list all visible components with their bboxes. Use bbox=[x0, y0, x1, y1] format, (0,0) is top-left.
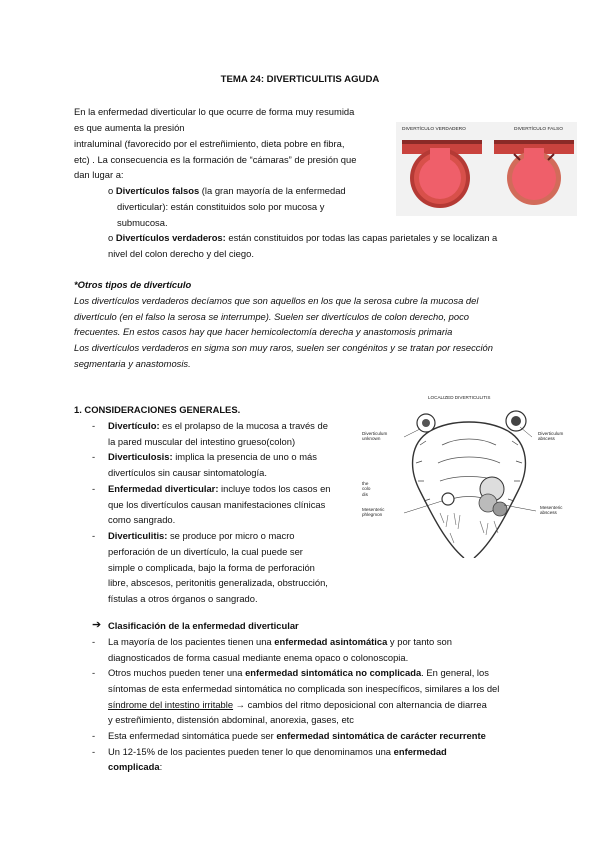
dash-marker: - bbox=[92, 420, 96, 431]
otros-heading: *Otros tipos de divertículo bbox=[74, 279, 192, 290]
dash-marker: - bbox=[92, 667, 96, 678]
term-verdaderos: Divertículos verdaderos: bbox=[115, 232, 226, 243]
fig2-label-line: Mesenteric bbox=[362, 507, 385, 512]
figure-label-true: DIVERTÍCULO VERDADERO bbox=[402, 127, 466, 132]
otros-line-4: Los divertículos verdaderos en sigma son muy raros, suelen ser congénitos y se tratan por resección bbox=[74, 342, 493, 353]
def-diverticulosis bbox=[92, 449, 352, 465]
dash-marker: - bbox=[92, 451, 96, 462]
diverticulum-figure bbox=[396, 122, 577, 216]
fig2-label-line: abscess bbox=[540, 510, 557, 516]
otros-line-5: segmentaria y anastomosis. bbox=[74, 358, 191, 369]
def-diverticulosis-line-2: divertículos sin causar sintomatología. bbox=[108, 467, 267, 478]
def-diverticulitis-text: se produce por micro o macro bbox=[167, 530, 295, 541]
fig2-label-phlegmon bbox=[362, 507, 384, 518]
dash-marker: - bbox=[92, 636, 96, 647]
clas-item-4-colon: : bbox=[159, 761, 163, 772]
def-diverticulitis-line-2: perforación de un divertículo, la cual puede ser bbox=[108, 546, 303, 557]
def-enfermedad bbox=[92, 481, 352, 497]
diverticulum-illustration bbox=[396, 122, 577, 216]
fig2-label-line: the bbox=[362, 481, 369, 486]
clas-item-2-line-3-text: → cambios del ritmo deposicional con alternancia de diarrea bbox=[233, 699, 487, 710]
section-heading: 1. CONSIDERACIONES GENERALES. bbox=[74, 404, 241, 415]
bullet-marker: o bbox=[108, 232, 114, 243]
bullet-verdaderos bbox=[108, 230, 497, 246]
clas-item-1-text-end: y por tanto son bbox=[387, 636, 452, 647]
term-no-complicada: enfermedad sintomática no complicada bbox=[245, 667, 422, 678]
fig2-label-line: dis bbox=[362, 491, 368, 497]
clas-item-4-text: Un 12-15% de los pacientes pueden tener lo que denominamos una bbox=[108, 746, 394, 757]
def-diverticulosis-text: implica la presencia de uno o más bbox=[172, 451, 317, 462]
fig2-label-abscess bbox=[538, 431, 563, 442]
clas-item-1 bbox=[92, 634, 512, 650]
bullet-falsos-line-3: submucosa. bbox=[117, 217, 168, 228]
term-diverticulosis: Diverticulosis: bbox=[108, 451, 173, 462]
intro-line-5: dan lugar a: bbox=[74, 169, 124, 180]
clas-item-2 bbox=[92, 665, 512, 681]
link-intestino-irritable[interactable]: síndrome del intestino irritable bbox=[108, 699, 234, 710]
dash-marker: - bbox=[92, 483, 96, 494]
arrow-icon: ➔ bbox=[92, 619, 102, 631]
term-enfermedad-complicada: enfermedad bbox=[393, 746, 447, 757]
def-enfermedad-text: incluye todos los casos en bbox=[218, 483, 331, 494]
clas-item-3-text: Esta enfermedad sintomática puede ser bbox=[108, 730, 277, 741]
dash-marker: - bbox=[92, 746, 96, 757]
term-complicada: complicada bbox=[108, 761, 160, 772]
fig2-label-line: Diverticulum bbox=[538, 431, 564, 436]
term-falsos: Divertículos falsos bbox=[115, 185, 200, 196]
fig2-label-line: abscess bbox=[538, 436, 555, 442]
otros-line-1: Los divertículos verdaderos decíamos que son aquellos en los que la serosa cubre la mucosa del bbox=[74, 295, 479, 306]
intro-line-1: En la enfermedad diverticular lo que ocurre de forma muy resumida bbox=[74, 106, 355, 117]
otros-line-3: frecuentes. En estos casos hay que hacer hemicolectomía derecha y anastomosis primaria bbox=[74, 326, 453, 337]
def-enfermedad-line-3: como sangrado. bbox=[108, 514, 176, 525]
clas-item-2-text-end: . En general, los bbox=[421, 667, 489, 678]
fig2-title: LOCALIZED DIVERTICULITIS bbox=[428, 395, 491, 400]
bullet-verdaderos-text: están constituidos por todas las capas parietales y se localizan a bbox=[225, 232, 498, 243]
dash-marker: - bbox=[92, 730, 96, 741]
clasificacion-heading bbox=[92, 618, 392, 634]
def-enfermedad-line-2: que los divertículos causan manifestaciones clínicas bbox=[108, 499, 326, 510]
bullet-verdaderos-line-2: nivel del colon derecho y del ciego. bbox=[108, 248, 254, 259]
clas-item-2-text: Otros muchos pueden tener una bbox=[108, 667, 246, 678]
def-diverticulo-line-2: la pared muscular del intestino grueso(colon) bbox=[108, 436, 296, 447]
fig2-label-line: Mesenteric bbox=[540, 505, 563, 510]
intro-line-3: intraluminal (favorecido por el estreñimiento, dieta pobre en fibra, bbox=[74, 138, 345, 149]
clas-item-4-line-2 bbox=[108, 759, 162, 775]
fig2-label-line: colo bbox=[362, 486, 371, 492]
fig2-label-mesenteric-abscess bbox=[540, 505, 562, 516]
def-diverticulo bbox=[92, 418, 352, 434]
clas-item-1-line-2: diagnosticados de forma casual mediante enema opaco o colonoscopia. bbox=[108, 652, 409, 663]
term-diverticulitis: Diverticulitis: bbox=[108, 530, 168, 541]
clas-item-2-line-2: síntomas de esta enfermedad sintomática no complicada son inespecíficos, similares a los del bbox=[108, 683, 500, 694]
localized-diverticulitis-figure bbox=[360, 393, 574, 558]
fig2-label-diverticulum bbox=[362, 431, 387, 442]
term-asintomatica: enfermedad asintomática bbox=[274, 636, 388, 647]
fig2-label-side bbox=[362, 481, 370, 497]
bullet-marker: o bbox=[108, 185, 114, 196]
def-diverticulitis-line-5: fístulas a otros órganos o sangrado. bbox=[108, 593, 258, 604]
def-diverticulo-text: es el prolapso de la mucosa a través de bbox=[159, 420, 328, 431]
term-recurrente: enfermedad sintomática de carácter recurrente bbox=[276, 730, 486, 741]
fig2-label-line: Diverticulum bbox=[362, 431, 388, 436]
figure-label-false: DIVERTÍCULO FALSO bbox=[514, 127, 563, 132]
def-diverticulitis bbox=[92, 528, 352, 544]
clas-item-1-text: La mayoría de los pacientes tienen una bbox=[108, 636, 275, 647]
fig2-label-line: unknown bbox=[362, 436, 381, 442]
clas-item-2-line-4: y estreñimiento, distensión abdominal, anorexia, gases, etc bbox=[108, 714, 354, 725]
bullet-falsos bbox=[108, 183, 346, 199]
page-title: TEMA 24: DIVERTICULITIS AGUDA bbox=[220, 74, 380, 85]
term-diverticulo: Divertículo: bbox=[108, 420, 160, 431]
def-diverticulitis-line-4: libre, abscesos, peritonitis generalizada, obstrucción, bbox=[108, 577, 328, 588]
otros-line-2: divertículo (en el falso la serosa se interrumpe). Suelen ser divertículos de colon derecho, poco bbox=[74, 311, 469, 322]
term-enfermedad: Enfermedad diverticular: bbox=[108, 483, 219, 494]
clasificacion-title: Clasificación de la enfermedad diverticular bbox=[108, 620, 299, 631]
bullet-falsos-text: (la gran mayoría de la enfermedad bbox=[199, 185, 346, 196]
intro-line-4: etc) . La consecuencia es la formación de “cámaras” de presión que bbox=[74, 154, 357, 165]
colon-illustration bbox=[360, 393, 574, 558]
clas-item-4 bbox=[92, 744, 532, 760]
fig2-label-line: phlegmon bbox=[362, 512, 383, 518]
bullet-falsos-line-2: diverticular): están constituidos solo por mucosa y bbox=[117, 201, 325, 212]
intro-line-2: es que aumenta la presión bbox=[74, 122, 185, 133]
dash-marker: - bbox=[92, 530, 96, 541]
def-diverticulitis-line-3: simple o complicada, bajo la forma de perforación bbox=[108, 562, 315, 573]
clas-item-2-line-3 bbox=[108, 697, 487, 713]
clas-item-3 bbox=[92, 728, 532, 744]
